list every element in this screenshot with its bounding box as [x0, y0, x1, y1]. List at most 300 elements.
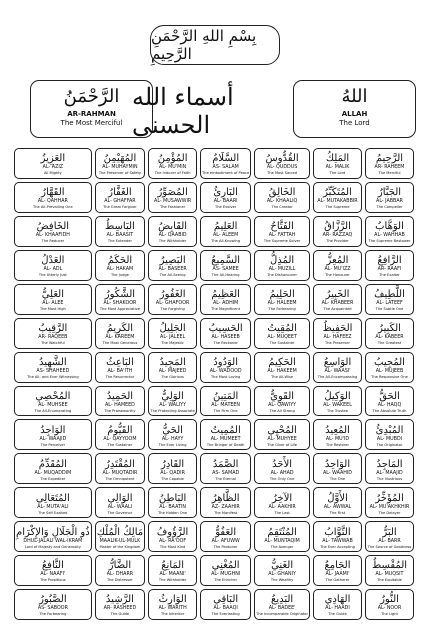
- name-card: [200, 284, 251, 315]
- name-card: [313, 352, 362, 383]
- name-card: [313, 487, 362, 518]
- name-card: [14, 284, 92, 315]
- name-card: [313, 453, 362, 484]
- name-card: [200, 250, 251, 281]
- name-card: [254, 487, 310, 518]
- name-meaning: The Reducer: [41, 239, 65, 244]
- name-arabic: القَوِيُّ: [270, 390, 295, 402]
- name-card: [254, 284, 310, 315]
- name-meaning: The All- and Ever Witnessing: [27, 374, 79, 379]
- name-arabic: ذُو الْجَلَالِ وَالإِكْرَامِ: [16, 526, 90, 538]
- name-translit: AL- NOOR: [377, 606, 402, 612]
- name-meaning: The Everlasting: [211, 612, 240, 617]
- name-arabic: الحَكَمُ: [107, 255, 133, 267]
- name-meaning: The All Strong: [269, 408, 295, 413]
- name-translit: AL- BAARI: [213, 199, 238, 205]
- name-meaning: The Guide: [110, 612, 130, 617]
- name-meaning: The Guide: [328, 612, 347, 617]
- name-meaning: The Forgiving: [160, 307, 185, 312]
- name-arabic: الغَنِيُّ: [271, 560, 294, 572]
- name-meaning: The One: [329, 476, 346, 481]
- name-card: [95, 250, 145, 281]
- name-meaning: The All-Encompassing: [317, 374, 358, 379]
- name-translit: AL- HAFEEZ: [323, 334, 352, 340]
- name-card: [254, 419, 310, 450]
- name-translit: AL- FATTAH: [268, 233, 296, 239]
- name-card: [200, 453, 251, 484]
- name-card: [365, 555, 414, 586]
- name-arabic: الحَمِيدُ: [106, 390, 134, 402]
- name-arabic: الضَّارُّ: [108, 560, 132, 572]
- name-arabic: المُقْتَدِرُ: [105, 458, 135, 470]
- name-arabic: الوَكِيلُ: [324, 390, 351, 402]
- name-translit: AL- AFUWW: [211, 538, 240, 544]
- name-meaning: The Merciful: [378, 171, 401, 176]
- name-translit: AL- BAAQI: [213, 606, 238, 612]
- name-translit: AL- JALEEL: [160, 334, 186, 340]
- name-translit: AL- JAAMI': [325, 572, 350, 578]
- name-arabic: المُؤْمِنُ: [157, 153, 188, 165]
- name-card: [365, 318, 414, 349]
- name-card: [95, 521, 145, 552]
- header-card-translit: ALLAH: [341, 110, 368, 118]
- name-meaning: The Ever Living: [158, 442, 187, 447]
- name-card: [95, 148, 145, 179]
- name-meaning: The Resurrector: [105, 374, 135, 379]
- name-translit: AL- ADHIM: [213, 301, 239, 307]
- name-translit: AL- MUJEEB: [375, 368, 404, 374]
- name-meaning: The Judge: [110, 273, 129, 278]
- name-arabic: القَادِرُ: [161, 458, 185, 470]
- name-translit: AR- RASHEED: [103, 606, 137, 612]
- name-translit: AL- JABBAR: [376, 199, 403, 205]
- name-arabic: المُحْيِي: [267, 424, 297, 436]
- name-translit: AL- QADIR: [160, 470, 185, 476]
- name-card: [254, 386, 310, 417]
- name-translit: AL- MUGHNI: [211, 572, 241, 578]
- header-card-translit: AR-RAHMAN: [67, 110, 116, 118]
- name-card: [254, 589, 310, 620]
- name-meaning: The Praiseworthy: [104, 408, 136, 413]
- name-arabic: الخَبِيرُ: [325, 289, 350, 301]
- name-card: [365, 352, 414, 383]
- name-translit: AL- QAYYOOM: [103, 436, 137, 442]
- name-arabic: الشَّهِيدُ: [39, 356, 67, 368]
- name-card: [14, 182, 92, 213]
- header-card-arabic: اللهُ: [341, 86, 368, 107]
- name-arabic: المُنْتَقِمُ: [267, 526, 297, 538]
- name-translit: AL- MUZILL: [268, 267, 296, 273]
- name-translit: AL- MUTA'ALI: [37, 504, 69, 510]
- name-translit: AL- BA'ITH: [107, 368, 133, 374]
- name-translit: AL- MUHAYMIN: [102, 165, 138, 171]
- name-meaning: The Delayer: [378, 510, 401, 515]
- name-card: [254, 148, 310, 179]
- name-translit: AL- WAHHAB: [374, 233, 405, 239]
- name-translit: AL- ALEEM: [213, 233, 239, 239]
- name-arabic: القَيُّومُ: [107, 424, 133, 436]
- name-arabic: الوَاجِدُ: [40, 424, 66, 436]
- name-arabic: الحَفِيظُ: [322, 322, 353, 334]
- name-translit: AL- MUMEET: [210, 436, 241, 442]
- name-card: [365, 589, 414, 620]
- header-card-allah: [293, 80, 416, 138]
- name-meaning: The Utterly Just: [38, 273, 67, 278]
- name-meaning: The Extender: [107, 239, 132, 244]
- name-arabic: الشَّكُورُ: [104, 289, 136, 301]
- name-arabic: المُقِيتُ: [267, 322, 297, 334]
- name-arabic: الجَلِيلُ: [159, 322, 186, 334]
- name-meaning: The Forbearing: [268, 307, 296, 312]
- name-card: [148, 453, 197, 484]
- name-meaning: The Manifest: [214, 510, 238, 515]
- name-translit: AL- HAMEED: [104, 402, 135, 408]
- name-arabic: الحَقُّ: [379, 390, 400, 402]
- name-translit: AL- KHAAFIDH: [35, 233, 70, 239]
- name-card: [14, 453, 92, 484]
- name-meaning: The Honourer: [325, 273, 350, 278]
- name-card: [200, 318, 251, 349]
- name-translit: AL- MUSAWWIR: [154, 199, 192, 205]
- name-meaning: The Most Loving: [210, 374, 241, 379]
- name-arabic: البَاطِنُ: [158, 492, 187, 504]
- name-card: [365, 419, 414, 450]
- bismillah-text: بِسْمِ اللهِ الرَّحْمَنِ الرَّحِيمِ: [151, 27, 257, 63]
- name-card: [313, 148, 362, 179]
- name-meaning: The Exalter: [379, 273, 400, 278]
- name-card: [148, 386, 197, 417]
- name-card: [365, 386, 414, 417]
- name-card: [148, 318, 197, 349]
- name-translit: AL- WALIYY: [159, 402, 187, 408]
- name-arabic: الآخِرُ: [272, 492, 293, 504]
- name-translit: AR- RAZZAQ: [322, 233, 353, 239]
- name-meaning: The Sustainer: [107, 442, 133, 447]
- name-card: [14, 318, 92, 349]
- name-translit: AR- RAHEEM: [374, 165, 405, 171]
- name-meaning: The Self Exalted: [38, 510, 68, 515]
- name-translit: AL- DHARR: [106, 572, 134, 578]
- name-translit: AS- SHAHEED: [36, 368, 70, 374]
- name-card: [14, 487, 92, 518]
- name-meaning: The Magnificent: [211, 307, 241, 312]
- name-translit: AL- WAKEEL: [323, 402, 352, 408]
- name-card: [14, 555, 92, 586]
- name-meaning: The All-Prevailing One: [33, 205, 73, 210]
- name-translit: AL- MU'ID: [325, 436, 350, 442]
- name-arabic: المَجِيدُ: [159, 356, 186, 368]
- name-translit: AL- RA'OOF: [159, 538, 187, 544]
- name-translit: AL- HALEEM: [267, 301, 297, 307]
- name-arabic: السَّلَامُ: [212, 153, 240, 165]
- name-translit: AL- MU'MIN: [158, 165, 187, 171]
- name-translit: AL- QAABID: [158, 233, 187, 239]
- name-translit: AL- BASEER: [158, 267, 187, 273]
- name-meaning: The Dishonourer: [267, 273, 297, 278]
- name-arabic: النُّورُ: [380, 594, 399, 606]
- name-card: [14, 386, 92, 417]
- name-card: [200, 148, 251, 179]
- name-card: [313, 589, 362, 620]
- name-translit: AL- SHAKOOR: [103, 301, 137, 307]
- name-translit: AL- MAANI': [159, 572, 186, 578]
- name-card: [95, 216, 145, 247]
- name-translit: AL- WARITH: [158, 606, 187, 612]
- name-translit: MAALIK-UL-MULK: [99, 538, 141, 544]
- name-arabic: الوَهَّابُ: [375, 221, 404, 233]
- name-arabic: المُصَوِّرُ: [157, 187, 188, 199]
- name-translit: AL- MUNTAQIM: [264, 538, 300, 544]
- name-arabic: الوَلِيُّ: [161, 390, 184, 402]
- name-arabic: مَالِكُ الْمُلْكِ: [96, 526, 144, 538]
- name-meaning: The Provider: [326, 239, 349, 244]
- name-translit: AL- BADEE': [268, 606, 296, 612]
- name-meaning: The Bringer of Death: [206, 442, 245, 447]
- name-card: [95, 386, 145, 417]
- name-meaning: The embodiment of Peace: [202, 171, 250, 176]
- name-meaning: The All-Enumerating: [34, 408, 72, 413]
- name-arabic: المُمِيتُ: [210, 424, 241, 436]
- name-arabic: المَلِكُ: [325, 153, 350, 165]
- name-meaning: The Fashioner: [160, 205, 186, 210]
- name-translit: AL- KABEER: [375, 334, 404, 340]
- name-translit: AL- MUBDI: [376, 436, 403, 442]
- name-card: [313, 318, 362, 349]
- name-arabic: القَهَّارُ: [41, 187, 65, 199]
- name-meaning: The Preserver: [325, 340, 350, 345]
- name-meaning: The Most High: [39, 307, 66, 312]
- name-meaning: The Propitious: [40, 578, 66, 583]
- name-meaning: The Subtle One: [375, 307, 404, 312]
- name-translit: AL- MUHYEE: [267, 436, 297, 442]
- name-meaning: The Great Forgiver: [103, 205, 137, 210]
- name-meaning: The Pardoner: [213, 544, 238, 549]
- name-arabic: المُذِلُّ: [270, 255, 295, 267]
- name-meaning: The Sustainer: [269, 340, 295, 345]
- name-translit: AL- BAATIN: [159, 504, 186, 510]
- name-translit: AL- AHAD: [270, 470, 294, 476]
- name-meaning: The Trustee: [327, 408, 348, 413]
- name-card: [254, 555, 310, 586]
- name-arabic: الرَّؤُوفُ: [156, 526, 189, 538]
- name-translit: AL- WAAHID: [322, 470, 353, 476]
- name-arabic: المَاجِدُ: [376, 458, 403, 470]
- name-arabic: الرَّزَّاقُ: [324, 221, 351, 233]
- name-meaning: The Ever Accepting: [320, 544, 355, 549]
- name-arabic: الحَلِيمُ: [269, 289, 295, 301]
- name-meaning: The Incomparable Originator: [256, 612, 308, 617]
- name-arabic: المُبْدِئُ: [375, 424, 404, 436]
- name-meaning: The Withholder: [158, 239, 187, 244]
- name-translit: AL- MUQSIT: [375, 572, 404, 578]
- name-arabic: الهَادِي: [324, 594, 351, 606]
- header-card-meaning: The Most Merciful: [60, 119, 123, 127]
- name-card: [254, 521, 310, 552]
- name-meaning: The Most Kind: [159, 544, 186, 549]
- name-arabic: العَلِيُّ: [41, 289, 64, 301]
- name-translit: AL- MU'AKHKHIR: [369, 504, 410, 510]
- name-meaning: The Expediter: [40, 476, 66, 481]
- name-meaning: The Avenger: [270, 544, 294, 549]
- name-translit: AL- ALEE: [42, 301, 64, 307]
- header-card-arabic: الرَّحْمَنُ: [63, 86, 120, 107]
- name-translit: AL- ADL: [43, 267, 63, 273]
- name-card: [313, 182, 362, 213]
- name-arabic: المُغْنِي: [211, 560, 240, 572]
- name-translit: AL- MUQTADIR: [102, 470, 138, 476]
- name-card: [95, 182, 145, 213]
- name-meaning: The Wealthy: [270, 578, 294, 583]
- name-meaning: The Supreme: [325, 205, 350, 210]
- name-card: [14, 352, 92, 383]
- name-meaning: The Equitable: [377, 578, 402, 583]
- name-arabic: الحَكِيمُ: [268, 356, 296, 368]
- name-translit: AL- GHAFOOR: [155, 301, 190, 307]
- name-card: [200, 182, 251, 213]
- name-arabic: القَابِضُ: [158, 221, 188, 233]
- name-translit: DHUL-JALALI WAL-IKRAM: [23, 538, 83, 544]
- name-arabic: البَاعِثُ: [106, 356, 134, 368]
- name-card: [200, 521, 251, 552]
- name-card: [148, 250, 197, 281]
- name-arabic: الرَّافِعُ: [377, 255, 402, 267]
- name-meaning: The Responsive One: [371, 374, 408, 379]
- name-arabic: البَاسِطُ: [105, 221, 135, 233]
- name-arabic: البَصِيرُ: [159, 255, 186, 267]
- name-meaning: The Most Appreciative: [99, 307, 140, 312]
- name-meaning: The First: [329, 510, 346, 515]
- name-arabic: المُتَعَالِي: [35, 492, 70, 504]
- name-card: [14, 148, 92, 179]
- name-arabic: الوَاسِعُ: [323, 356, 352, 368]
- name-translit: AL- LATEEF: [376, 301, 403, 307]
- name-card: [200, 216, 251, 247]
- name-card: [148, 284, 197, 315]
- name-card: [148, 216, 197, 247]
- name-arabic: الحَيُّ: [162, 424, 183, 436]
- name-card: [200, 589, 251, 620]
- name-card: [254, 216, 310, 247]
- name-meaning: The Most Generous: [102, 340, 138, 345]
- name-arabic: الجَبَّارُ: [377, 187, 402, 199]
- name-meaning: The Perceiver: [40, 442, 66, 447]
- name-card: [313, 216, 362, 247]
- name-translit: AL- QUDDUS: [266, 165, 298, 171]
- name-meaning: The Only One: [269, 476, 295, 481]
- name-arabic: البَرُّ: [382, 526, 397, 538]
- page-title: أسماء الله الحسنى: [132, 83, 234, 139]
- name-translit: AL- AZIZ: [42, 165, 64, 171]
- name-arabic: البَدِيعُ: [271, 594, 294, 606]
- name-translit: AL- NAAFI': [40, 572, 66, 578]
- name-meaning: The Supreme Bestower: [368, 239, 411, 244]
- name-card: [313, 555, 362, 586]
- name-arabic: الرَّحِيمُ: [375, 153, 404, 165]
- name-translit: AL- MUQADDIM: [34, 470, 72, 476]
- name-card: [365, 487, 414, 518]
- name-arabic: العَفُوُّ: [215, 526, 237, 538]
- name-meaning: The Distresser: [106, 578, 133, 583]
- name-translit: AL- AAKHIR: [268, 504, 296, 510]
- name-card: [365, 182, 414, 213]
- name-translit: AL- BARR: [378, 538, 401, 544]
- name-card: [313, 521, 362, 552]
- name-translit: AL- MUQEET: [267, 334, 297, 340]
- name-arabic: المُجِيبُ: [374, 356, 405, 368]
- name-card: [254, 182, 310, 213]
- name-translit: AL- MAAJID: [376, 470, 403, 476]
- name-translit: AL- MAJEED: [158, 368, 187, 374]
- name-translit: AL- KHABEER: [321, 301, 354, 307]
- name-meaning: The Firm One: [213, 408, 238, 413]
- name-translit: AL- MUTAKABBIR: [317, 199, 358, 205]
- name-arabic: الوَالِي: [107, 492, 133, 504]
- name-card: [365, 453, 414, 484]
- name-arabic: المُقَدِّمُ: [38, 458, 67, 470]
- name-meaning: The All-Hearing: [211, 273, 240, 278]
- name-arabic: الصَّمَدُ: [212, 458, 239, 470]
- name-card: [95, 419, 145, 450]
- name-arabic: الأَوَّلُ: [327, 492, 348, 504]
- name-meaning: The Creator: [271, 205, 293, 210]
- name-translit: AL- MUHSEE: [38, 402, 68, 408]
- name-translit: AL- AWWAL: [323, 504, 352, 510]
- name-arabic: الخَالِقُ: [268, 187, 296, 199]
- name-meaning: The Restorer: [326, 442, 349, 447]
- name-arabic: التَّوَّابُ: [324, 526, 351, 538]
- name-card: [95, 352, 145, 383]
- name-arabic: الوَارِثُ: [158, 594, 187, 606]
- name-meaning: The Last: [274, 510, 290, 515]
- name-arabic: السَّمِيعُ: [211, 255, 241, 267]
- name-arabic: الكَرِيمُ: [106, 322, 134, 334]
- name-card: [200, 555, 251, 586]
- name-card: [148, 487, 197, 518]
- name-meaning: Master of the Kingdom: [99, 544, 141, 549]
- header-card-meaning: The Lord: [339, 119, 370, 127]
- name-arabic: الغَفَّارُ: [108, 187, 132, 199]
- name-translit: AL- HAADI: [325, 606, 350, 612]
- name-meaning: The Preserver of Safety: [98, 171, 141, 176]
- name-card: [148, 182, 197, 213]
- name-meaning: The Acquainted: [323, 307, 352, 312]
- name-translit: AL- HAKAM: [106, 267, 134, 273]
- name-translit: AR- RAQEEB: [38, 334, 68, 340]
- name-meaning: The Evolver: [215, 205, 237, 210]
- name-meaning: The Enricher: [214, 578, 238, 583]
- name-meaning: The Gatherer: [325, 578, 350, 583]
- name-meaning: The Compeller: [376, 205, 403, 210]
- name-translit: AL- TAWWAB: [322, 538, 353, 544]
- name-meaning: The Watchful: [41, 340, 65, 345]
- name-meaning: Lord of Majesty and Generosity: [24, 544, 81, 549]
- name-translit: AL- MU'IZZ: [324, 267, 351, 273]
- name-translit: AL- GHAFFAR: [104, 199, 136, 205]
- name-translit: AL- HASEEB: [211, 334, 240, 340]
- name-translit: AZ- ZAAHIR: [211, 504, 240, 510]
- name-card: [148, 521, 197, 552]
- name-translit: AS- SABOOR: [37, 606, 68, 612]
- name-meaning: The Inheritor: [161, 612, 185, 617]
- name-meaning: The Eternal: [215, 476, 236, 481]
- name-arabic: العَدْلُ: [41, 255, 65, 267]
- name-arabic: العَزِيزُ: [40, 153, 66, 165]
- name-card: [254, 318, 310, 349]
- name-meaning: The Absolute Truth: [372, 408, 407, 413]
- name-arabic: العَظِيمُ: [211, 289, 240, 301]
- name-arabic: المَتِينُ: [213, 390, 239, 402]
- name-arabic: الجَامِعُ: [324, 560, 351, 572]
